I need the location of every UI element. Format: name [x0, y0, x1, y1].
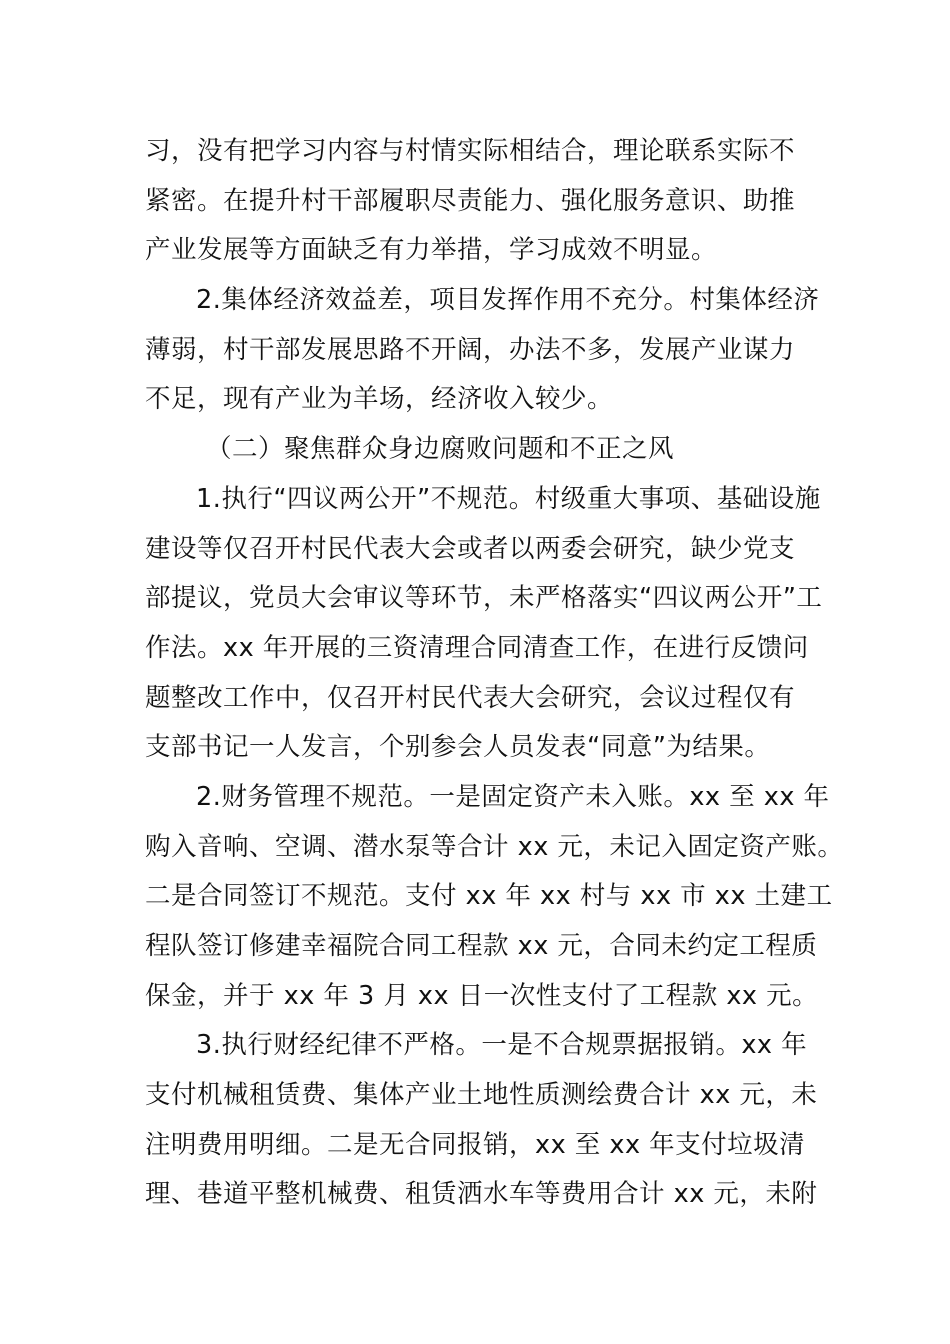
- text-line: 题整改工作中，仅召开村民代表大会研究，会议过程仅有: [145, 682, 796, 713]
- text-line: 保金，并于 xx 年 3 月 xx 日一次性支付了工程款 xx 元。: [145, 980, 819, 1011]
- text-line: 薄弱，村干部发展思路不开阔，办法不多，发展产业谋力: [145, 334, 796, 365]
- text-line: 程队签订修建幸福院合同工程款 xx 元，合同未约定工程质: [145, 931, 818, 961]
- text-line: 二是合同签订不规范。支付 xx 年 xx 村与 xx 市 xx 土建工: [145, 881, 833, 912]
- text-line: 紧密。在提升村干部履职尽责能力、强化服务意识、助推: [145, 185, 796, 216]
- text-line: 支部书记一人发言，个别参会人员发表“同意”为结果。: [145, 732, 771, 763]
- paragraph-start-line: 3.执行财经纪律不严格。一是不合规票据报销。xx 年: [196, 1030, 808, 1061]
- text-line: 习，没有把学习内容与村情实际相结合，理论联系实际不: [145, 136, 796, 166]
- text-line: 建设等仅召开村民代表大会或者以两委会研究，缺少党支: [145, 533, 796, 564]
- text-line: 产业发展等方面缺乏有力举措，学习成效不明显。: [145, 235, 718, 266]
- text-line: 部提议，党员大会审议等环节，未严格落实“四议两公开”工: [145, 583, 823, 614]
- section-heading: （二）聚焦群众身边腐败问题和不正之风: [206, 434, 675, 465]
- text-line: 作法。xx 年开展的三资清理合同清查工作，在进行反馈问: [145, 632, 809, 663]
- text-line: 购入音响、空调、潜水泵等合计 xx 元，未记入固定资产账。: [145, 831, 844, 862]
- text-line: 支付机械租赁费、集体产业土地性质测绘费合计 xx 元，未: [145, 1080, 818, 1111]
- paragraph-start-line: 2.集体经济效益差，项目发挥作用不充分。村集体经济: [196, 285, 820, 316]
- document-body: [145, 127, 844, 1220]
- text-line: 理、巷道平整机械费、租赁洒水车等费用合计 xx 元，未附: [145, 1179, 818, 1210]
- paragraph-start-line: 1.执行“四议两公开”不规范。村级重大事项、基础设施: [196, 483, 821, 514]
- text-line: 不足，现有产业为羊场，经济收入较少。: [145, 384, 614, 415]
- text-line: 注明费用明细。二是无合同报销，xx 至 xx 年支付垃圾清: [145, 1129, 806, 1160]
- paragraph-start-line: 2.财务管理不规范。一是固定资产未入账。xx 至 xx 年: [196, 781, 830, 812]
